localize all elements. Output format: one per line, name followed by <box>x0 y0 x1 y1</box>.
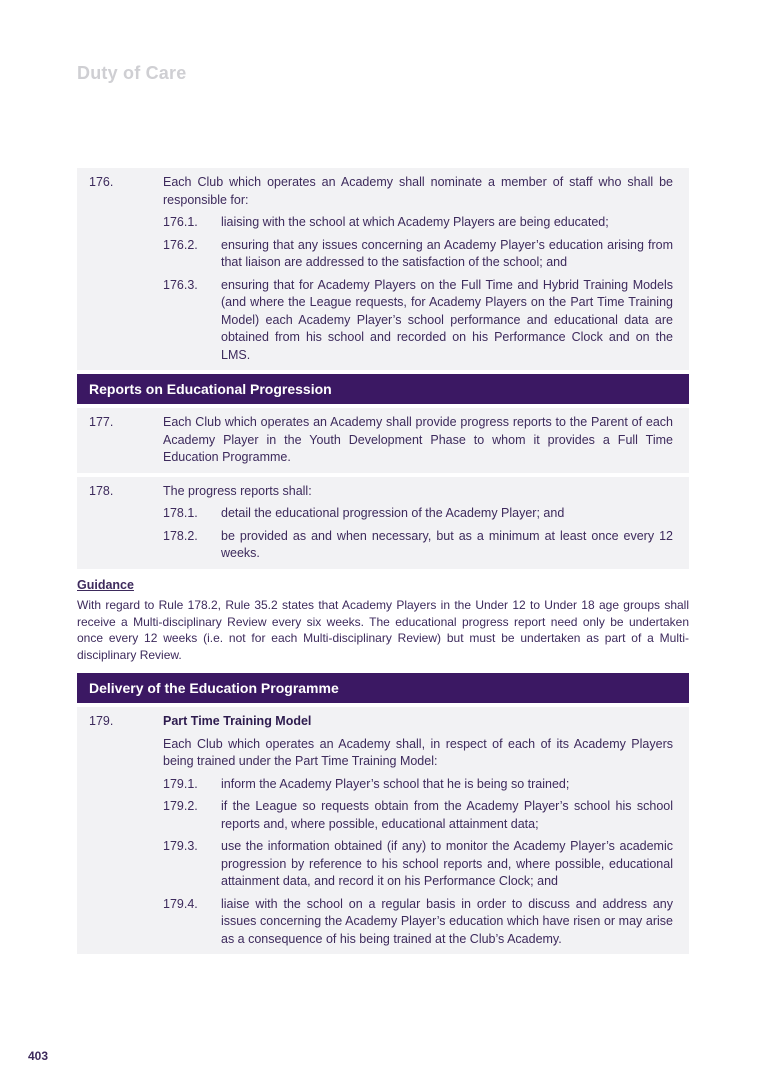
section-header-reports: Reports on Educational Progression <box>77 374 689 404</box>
subrule-text: use the information obtained (if any) to monitor the Academy Player’s academic progression by reference to his school reports and, where possible, educational attainment data, and record it on his Performance Clock; and <box>221 839 673 888</box>
rule-179 <box>89 713 673 948</box>
page-header-title: Duty of Care <box>77 63 187 83</box>
rule-number: 177. <box>89 415 114 429</box>
subrule-text: ensuring that any issues concerning an Academy Player’s education arising from that liaison are addressed to the satisfaction of the school; and <box>221 237 673 269</box>
guidance-title: Guidance <box>77 577 134 592</box>
subrule-number: 179.4. <box>163 896 198 911</box>
rule-178-block <box>77 477 689 569</box>
subrule-178-2 <box>163 528 673 563</box>
rule-177 <box>89 414 673 467</box>
rule-number: 178. <box>89 483 114 498</box>
subrule-176-1 <box>163 214 673 232</box>
rule-176-block <box>77 168 689 370</box>
subrule-text: if the League so requests obtain from the Academy Player’s school his school reports and, where possible, educational attainment data; <box>221 799 673 831</box>
subrule-text: ensuring that for Academy Players on the Full Time and Hybrid Training Models (and where the League requests, for Academy Players on the Part Time Training Model) each Academy Player’s school performance and educational data are obtained from his school and recorded on his Performance Clock and on the LMS. <box>221 277 673 362</box>
subrule-179-2 <box>163 798 673 833</box>
subrule-text: liaise with the school on a regular basis in order to discuss and address any issues concerning the Academy Player’s education which have risen or may arise as a consequence of his being trained at the Club’s Academy. <box>221 896 673 946</box>
rule-number: 179. <box>89 714 114 728</box>
guidance-note <box>77 577 689 664</box>
subrule-number: 179.2. <box>163 799 198 813</box>
rule-176 <box>89 174 673 364</box>
subrule-text: detail the educational progression of the Academy Player; and <box>221 506 565 520</box>
subrule-178-1 <box>163 505 673 523</box>
rule-text: Each Club which operates an Academy shall nominate a member of staff who shall be responsible for: <box>163 175 673 207</box>
subrule-number: 176.1. <box>163 215 198 229</box>
subrule-176-3 <box>163 277 673 365</box>
page-number: 403 <box>28 1049 49 1063</box>
subrule-number: 178.2. <box>163 528 198 543</box>
rule-body <box>163 713 673 948</box>
subrule-179-1 <box>163 776 673 794</box>
subrule-number: 179.1. <box>163 776 198 791</box>
subrule-text: be provided as and when necessary, but as a minimum at least once every 12 weeks. <box>221 528 673 560</box>
subrule-number: 178.1. <box>163 506 198 520</box>
subrule-179-3 <box>163 838 673 891</box>
rule-178 <box>89 483 673 563</box>
rule-heading: Part Time Training Model <box>163 714 312 728</box>
document-content <box>77 168 689 958</box>
rule-body <box>163 414 673 467</box>
rule-body <box>163 174 673 364</box>
rule-179-block <box>77 707 689 954</box>
rule-text: The progress reports shall: <box>163 483 312 498</box>
subrule-number: 176.3. <box>163 277 198 292</box>
rule-177-block <box>77 408 689 473</box>
rule-text: Each Club which operates an Academy shall, in respect of each of its Academy Players being trained under the Part Time Training Model: <box>163 736 673 768</box>
guidance-text: With regard to Rule 178.2, Rule 35.2 states that Academy Players in the Under 12 to Under 18 age groups shall receive a Multi-disciplinary Review every six weeks. The educational progress report need only be undertaken once every 12 weeks (i.e. not for each Multi-disciplinary Review) but must be undertaken as part of a Multi-disciplinary Review. <box>77 598 689 662</box>
subrule-number: 176.2. <box>163 237 198 252</box>
subrule-179-4 <box>163 896 673 949</box>
rule-text: Each Club which operates an Academy shall provide progress reports to the Parent of each Academy Player in the Youth Development Phase to whom it provides a Full Time Education Programme. <box>163 415 673 464</box>
rule-body <box>163 483 673 563</box>
rule-number: 176. <box>89 175 114 189</box>
subrule-number: 179.3. <box>163 839 198 853</box>
subrule-text: inform the Academy Player’s school that he is being so trained; <box>221 776 570 791</box>
subrule-text: liaising with the school at which Academy Players are being educated; <box>221 215 609 229</box>
section-header-delivery: Delivery of the Education Programme <box>77 673 689 703</box>
subrule-176-2 <box>163 237 673 272</box>
